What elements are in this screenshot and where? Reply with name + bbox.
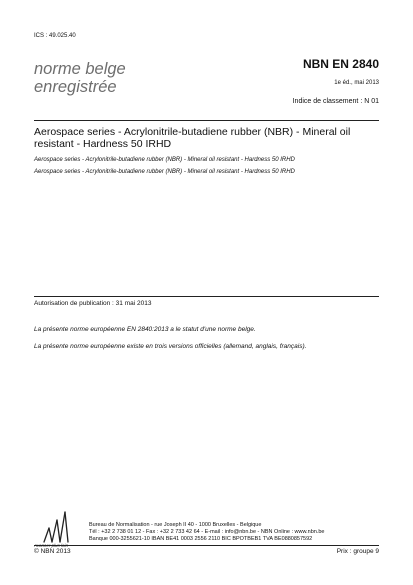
divider-top (34, 120, 379, 121)
divider-middle (34, 296, 379, 297)
classification-index: Indice de classement : N 01 (292, 98, 379, 105)
versions-paragraph: La présente norme européenne existe en trois versions officielles (allemand, anglais, français). (34, 343, 307, 350)
copyright: © NBN 2013 (34, 548, 71, 555)
brand-title (34, 60, 126, 96)
divider-bottom (34, 545, 379, 546)
status-paragraph: La présente norme européenne EN 2840:2013 a le statut d'une norme belge. (34, 326, 256, 333)
brand-line-2: enregistrée (34, 78, 117, 96)
document-subtitle-1: Aerospace series - Acrylonitrile-butadiene rubber (NBR) - Mineral oil resistant - Hardness 50 IRHD (34, 157, 295, 163)
edition-date: 1e éd., mai 2013 (334, 80, 379, 86)
logo-tagline: Avancer plus loin (34, 543, 69, 548)
ics-code: ICS : 49.025.40 (34, 33, 76, 39)
document-subtitle-2: Aerospace series - Acrylonitrile-butadiene rubber (NBR) - Mineral oil resistant - Hardness 50 IRHD (34, 169, 295, 175)
publication-authorisation: Autorisation de publication : 31 mai 2013 (34, 300, 152, 307)
standard-number: NBN EN 2840 (302, 57, 379, 71)
price-group: Prix : groupe 9 (336, 548, 379, 555)
brand-line-1: norme belge (34, 60, 126, 78)
nbn-logo-icon (40, 508, 72, 544)
footer-banking: Banque 000-3255621-10 IBAN BE41 0003 2556 2110 BIC BPOTBEB1 TVA BE0880857592 (89, 536, 313, 542)
footer-address: Bureau de Normalisation - rue Joseph II 40 - 1000 Bruxelles - Belgique (89, 522, 262, 528)
footer-contact: Tél : +32 2 738 01 12 - Fax : +32 2 733 42 64 - E-mail : info@nbn.be - NBN Online : www.nbn.be (89, 529, 325, 535)
document-title: Aerospace series - Acrylonitrile-butadiene rubber (NBR) - Mineral oil resistant - Hardness 50 IRHD (34, 126, 351, 150)
